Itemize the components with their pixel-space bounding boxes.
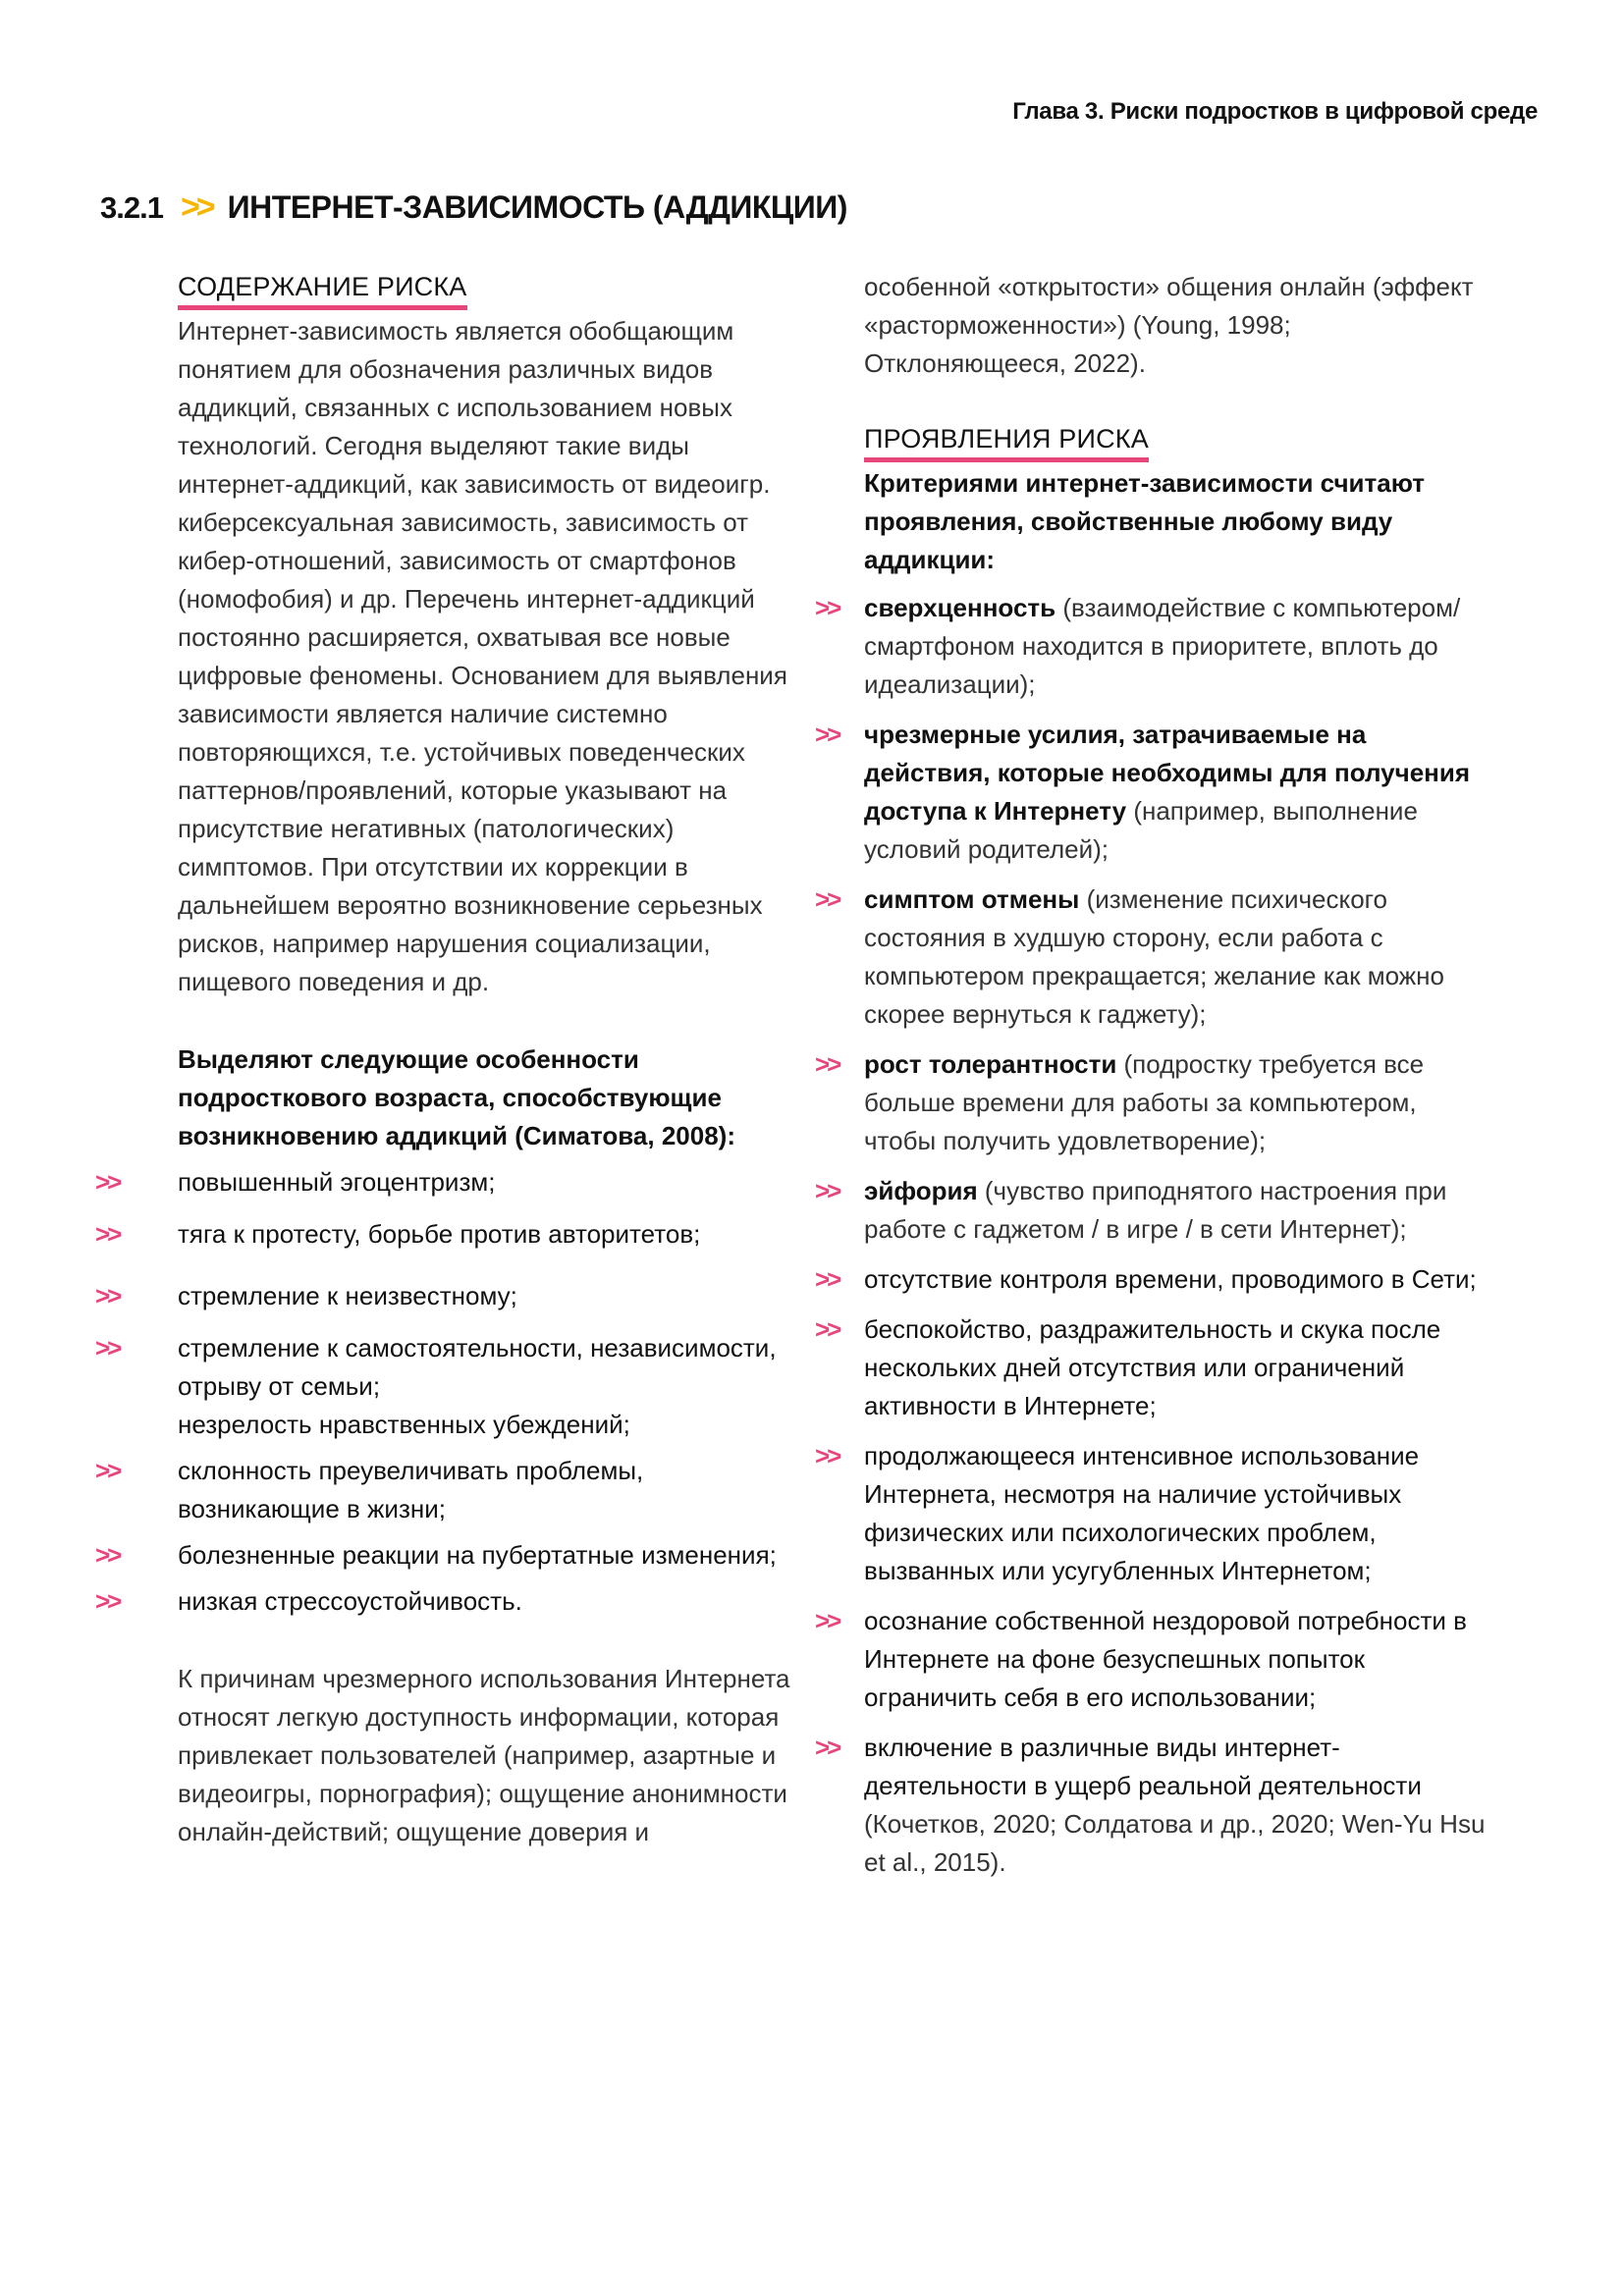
double-chevron-icon: >> [815,1049,839,1079]
list-item: >> рост толерантности (подростку требуется все больше времени для работы за компьютером, чтобы получить удовлетворение); [864,1045,1492,1160]
section-number: 3.2.1 [100,190,163,225]
double-chevron-icon: >> [95,1281,120,1310]
list-item: >> беспокойство, раздражительность и скука после нескольких дней отсутствия или ограничений активности в Интернете; [864,1310,1492,1425]
double-chevron-icon: >> [815,1264,839,1294]
double-chevron-icon: >> [95,1456,120,1485]
list-item: >> склонность преувеличивать проблемы, возникающие в жизни; [178,1452,806,1528]
double-chevron-icon: >> [815,1176,839,1205]
criteria-list [815,589,1492,1882]
double-chevron-icon: >> [95,1167,120,1197]
list-item: >> тяга к протесту, борьбе против авторитетов; [178,1215,806,1254]
double-chevron-icon: >> [815,1314,839,1344]
list-item: >> продолжающееся интенсивное использование Интернета, несмотря на наличие устойчивых физических или психологических проблем, вызванных или усугубленных Интернетом; [864,1437,1492,1590]
list-item: >> сверхценность (взаимодействие с компьютером/смартфоном находится в приоритете, вплоть до идеализации); [864,589,1492,704]
double-chevron-icon: >> [815,1441,839,1470]
section-title [100,188,849,227]
continuation-paragraph: особенной «открытости» общения онлайн (эффект «расторможенности») (Young, 1998; Отклоняющееся, 2022). [864,272,1474,378]
double-chevron-icon: >> [180,188,212,226]
list-item: >> стремление к неизвестному; [178,1277,806,1315]
causes-paragraph: К причинам чрезмерного использования Интернета относят легкую доступность информации, которая привлекает пользователей (например, азартные и видеоигры, порнография); ощущение анонимности онлайн-действий; ощущение доверия и [178,1664,790,1846]
intro-paragraph: Интернет-зависимость является обобщающим понятием для обозначения различных видов аддикций, связанных с использованием новых технологий. Сегодня выделяют такие виды интернет-аддикций, как зависимость от видеоигр. киберсексуальная зависимость, зависимость от кибер-отношений, зависимость от смартфонов (номофобия) и др. Перечень интернет-аддикций постоянно расширяется, охватывая все новые цифровые феномены. Основанием для выявления зависимости является наличие системно повторяющихся, т.е. устойчивых поведенческих паттернов/проявлений, которые указывают на присутствие негативных (патологических) симптомов. При отсутствии их коррекции в дальнейшем вероятно возникновение серьезных рисков, например нарушения социализации, пищевого поведения и др. [178,316,787,996]
double-chevron-icon: >> [815,884,839,914]
double-chevron-icon: >> [815,1733,839,1762]
list-item: >> болезненные реакции на пубертатные изменения; [178,1536,806,1575]
double-chevron-icon: >> [815,1606,839,1635]
list-item: >> низкая стрессоустойчивость. [178,1582,806,1621]
double-chevron-icon: >> [815,593,839,622]
features-lead: Выделяют следующие особенности подросткового возраста, способствующие возникновению аддикций (Симатова, 2008): [178,1044,735,1150]
criteria-lead: Критериями интернет-зависимости считают проявления, свойственные любому виду аддикции: [864,468,1426,574]
list-item: >> включение в различные виды интернет-деятельности в ущерб реальной деятельности (Кочетков, 2020; Солдатова и др., 2020; Wen-Yu Hsu et al., 2015). [864,1729,1492,1882]
double-chevron-icon: >> [815,720,839,749]
list-item: >> стремление к самостоятельности, независимости, отрыву от семьи; незрелость нравственных убеждений; [178,1329,806,1444]
risk-manifestations-heading: ПРОЯВЛЕНИЯ РИСКА [864,420,1149,458]
list-item: >> осознание собственной нездоровой потребности в Интернете на фоне безуспешных попыток ограничить себя в его использовании; [864,1602,1492,1717]
double-chevron-icon: >> [95,1219,120,1249]
list-item: >> отсутствие контроля времени, проводимого в Сети; [864,1260,1492,1299]
double-chevron-icon: >> [95,1540,120,1570]
double-chevron-icon: >> [95,1586,120,1616]
risk-content-heading: СОДЕРЖАНИЕ РИСКА [178,268,467,306]
running-header: Глава 3. Риски подростков в цифровой среде [1012,98,1538,125]
list-item: >> симптом отмены (изменение психического состояния в худшую сторону, если работа с компьютером прекращается; желание как можно скорее вернуться к гаджету); [864,881,1492,1034]
list-item: >> чрезмерные усилия, затрачиваемые на действия, которые необходимы для получения доступа к Интернету (например, выполнение условий родителей); [864,716,1492,869]
list-item: >> повышенный эгоцентризм; [178,1163,806,1201]
right-column [815,268,1492,1882]
left-column [95,268,806,1851]
section-heading: ИНТЕРНЕТ-ЗАВИСИМОСТЬ (АДДИКЦИИ) [227,189,847,225]
features-list [95,1163,806,1621]
double-chevron-icon: >> [95,1333,120,1362]
list-item: >> эйфория (чувство приподнятого настроения при работе с гаджетом / в игре / в сети Интернет); [864,1172,1492,1249]
